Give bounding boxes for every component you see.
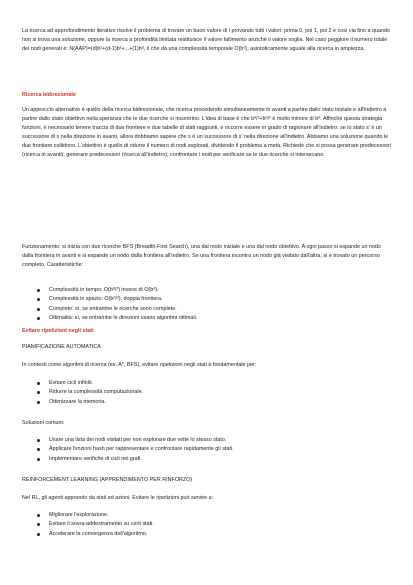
list-item: Complessità in tempo: O(bᵈ/²) invece di O(bᵈ). bbox=[22, 286, 391, 295]
list-item: Complessità in spazio: O(bᵈ/²), doppia frontiera. bbox=[22, 295, 391, 304]
reinforcement-learning-paragraph: Nel RL, gli agenti apprendo da stati ed azioni. Evitare le ripetizioni può servire a: bbox=[22, 495, 214, 501]
reinforcement-learning-list bbox=[22, 511, 391, 539]
section-heading-bidirectional: Ricerca bidirezionale bbox=[22, 92, 76, 98]
list-item: Accelerare la convergenza dell'algoritmo. bbox=[22, 530, 391, 539]
intro-paragraph: La ricerca ad approfondimento iterativo risolve il problema di trovare un buon valore di l provando tutti i valori: prima 0, poi 1, poi 2 e così via fino a quando non si trova una soluzione, oppure la ricerca a profondità limitata restituisce il valore fallimento anziché il valore soglia. Nel caso peggiore il numero totale dei nodi generati è: N(AAP)=(d)b¹+(d-1)b²+...+(1)bᵈ, il che dà una complessità temporale O(bᵈ), asintoticamente uguale alla ricerca in ampiezza. bbox=[22, 28, 390, 52]
list-item: Completo: sì, se entrambe le ricerche sono complete. bbox=[22, 305, 391, 314]
list-item: Usare una lista dei nodi visitati per non esplorare due volte lo stesso stato. bbox=[22, 436, 391, 445]
list-item: Evitare il sovra-addestramento su certi stati. bbox=[22, 520, 391, 529]
list-item: Applicare funzioni hash per rappresentare e confrontare rapidamente gli stati. bbox=[22, 445, 391, 454]
section-heading-repeated-states: Evitare ripetizioni negli stati bbox=[22, 328, 94, 334]
bidirectional-paragraph: Un approccio alternativo è quello della ricerca bidirezionale, che ricerca procedendo simultaneamente in avanti a partire dallo stato iniziale e all'indietro a partire dallo stato obiettivo nella speranza che le due ricerche si incontrino. L'idea di base è che bᵈ/²+bᵈ/² è molto minore di bᵈ. Affinché questa strategia funzioni, è necessario tenere traccia di due frontiere e due tabelle di stati raggiunti, e occorre essere in grado di ragionare all'indietro: se lo stato s' è un successore di s nella direzione in avanti, allora dobbiamo sapere che s è un successore di s' nella direzione all'indietro. Abbiamo una soluzione quando le due frontiere collidono. L'obiettivo è quello di ridurre il numero di nodi esplorati, dividendo il problema a metà. Richiede che si possa generare predecessori (ricerca in avanti), generare predecessori (ricerca all'indietro), confrontare i nodi per verificare se le due ricerche si intersecano. bbox=[22, 107, 392, 158]
list-item: Evitare cicli infiniti. bbox=[22, 379, 391, 388]
common-solutions-label: Soluzioni comuni: bbox=[22, 420, 65, 426]
list-item: Implementare verifiche di cicli nei grafi. bbox=[22, 455, 391, 464]
list-item: Ridurre la complessità computazionale. bbox=[22, 388, 391, 397]
bidirectional-operation-paragraph: Funzionamento: si inizia con due ricerche BFS (Breadth-First Search), una dal nodo iniziale e una dal nodo obiettivo. A ogni passo si espande un nodo dalla frontiera in avanti e si espande un nodo dalla frontiera all'indietro. Se una frontiera incontra un nodo già visitato dall'altra, si è trovato un percorso completo. Caratteristiche: bbox=[22, 244, 381, 268]
bidirectional-characteristics-list bbox=[22, 286, 391, 323]
repeated-states-benefits-list bbox=[22, 379, 391, 407]
list-item: Ottimalità: sì, se entrambe le direzioni usano algoritmi ottimali. bbox=[22, 314, 391, 323]
list-item: Ottimizzare la memoria. bbox=[22, 398, 391, 407]
common-solutions-list bbox=[22, 436, 391, 464]
repeated-states-paragraph: In contesti come algoritmi di ricerca (es. A*, BFS), evitare ripetizioni negli stati è fondamentale per: bbox=[22, 362, 257, 368]
list-item: Migliorare l'esplorazione. bbox=[22, 511, 391, 520]
subheading-automated-planning: PIANIFICAZIONE AUTOMATICA bbox=[22, 344, 101, 350]
subheading-reinforcement-learning: REINFORCEMENT LEARNING (APPRENDIMENTO PER RINFORZO) bbox=[22, 477, 193, 483]
